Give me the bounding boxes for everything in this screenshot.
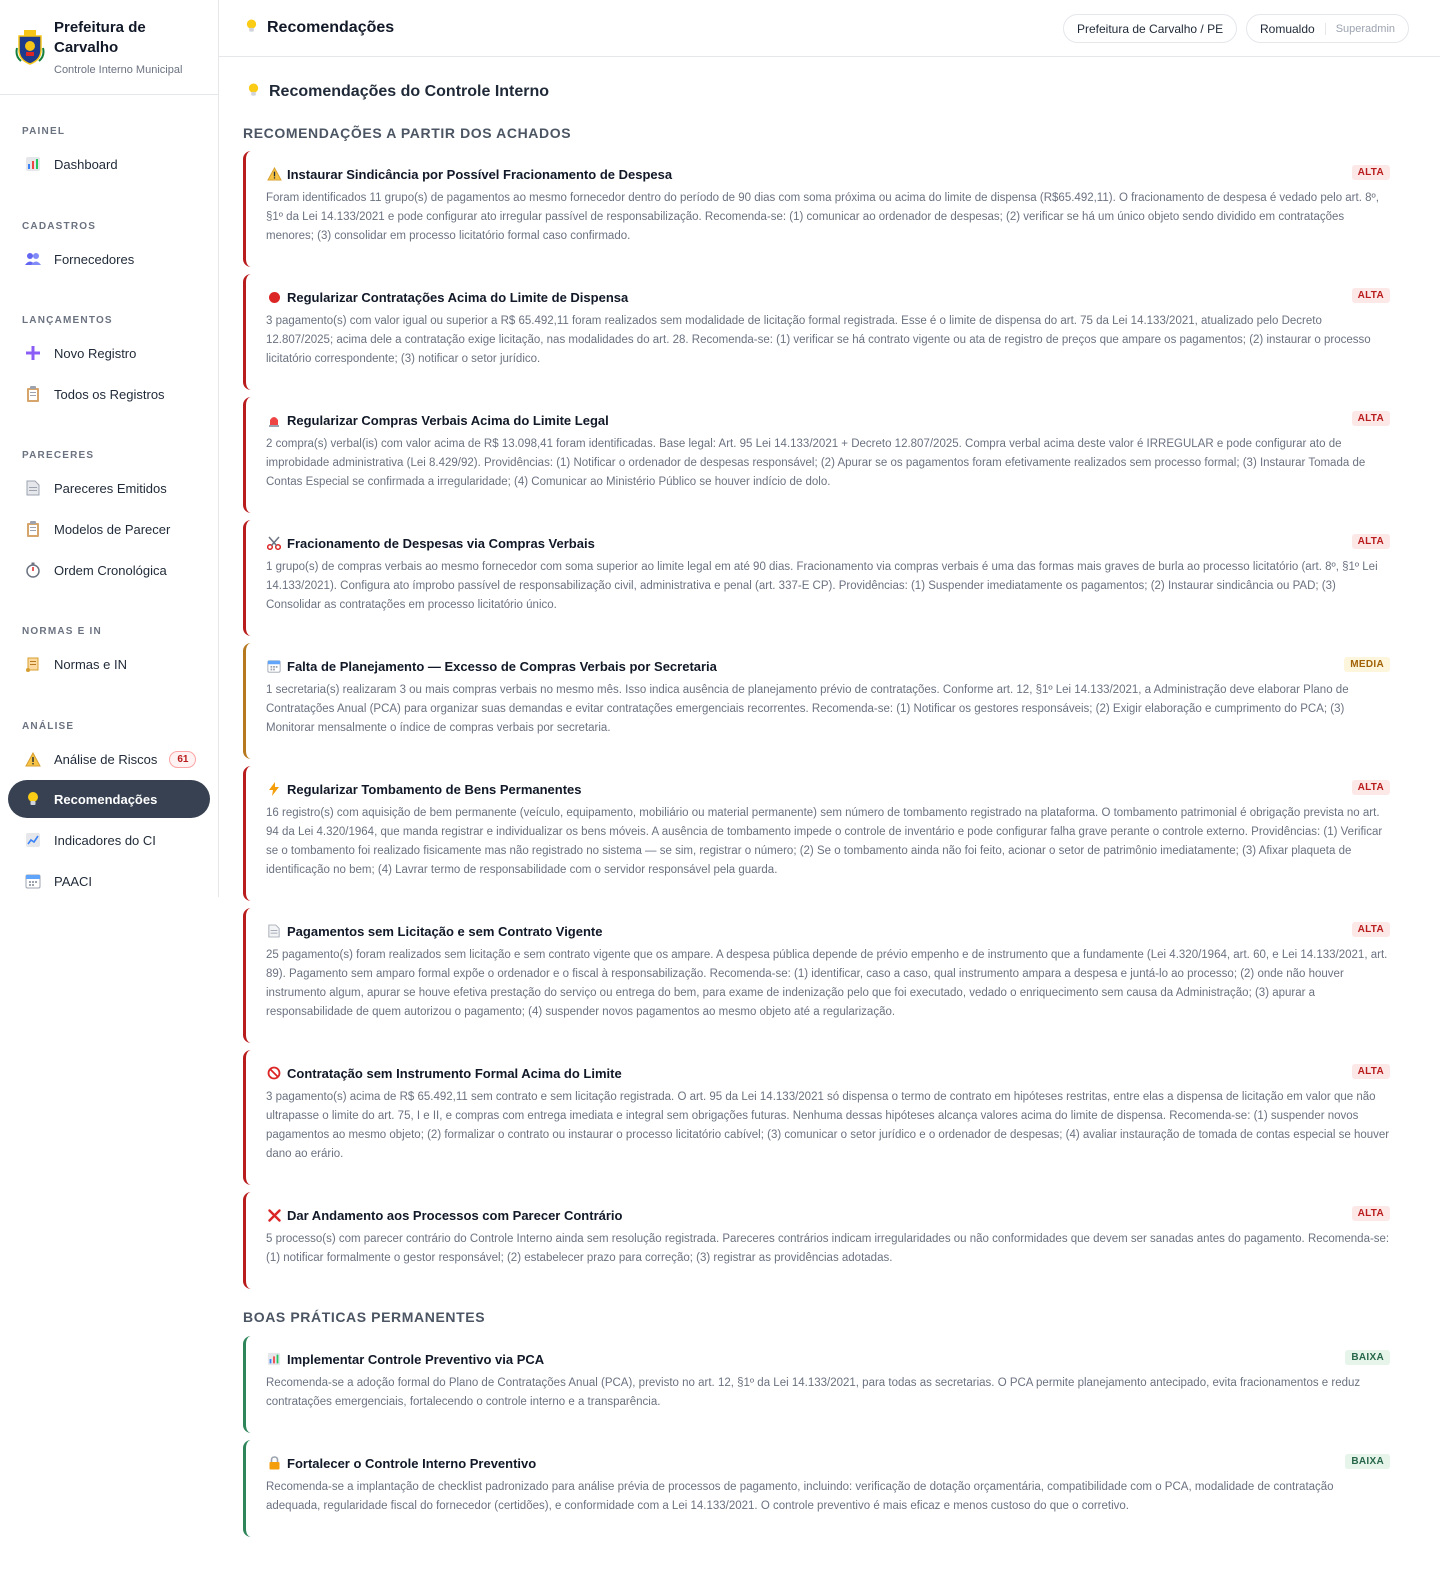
practice-card <box>243 1440 1390 1537</box>
sidebar-item-todos-registros[interactable] <box>8 375 210 413</box>
card-title: Instaurar Sindicância por Possível Fracionamento de Despesa <box>287 166 673 182</box>
user-name: Romualdo <box>1260 21 1315 36</box>
sidebar-item-modelos-parecer[interactable] <box>8 510 210 548</box>
sidebar-item-fornecedores[interactable] <box>8 240 210 278</box>
risk-count-badge: 61 <box>169 751 196 768</box>
line-chart-icon <box>24 831 42 849</box>
card-description: Recomenda-se a implantação de checklist padronizado para análise prévia de processos de pagamento, incluindo: verificação de dotação orçamentária, compatibilidade com o PCA, modalidade de contratação adequada, regularidade fiscal do fornecedor (certidões), e conformidade com a Lei 14.133/2021. O controle preventivo é mais eficaz e menos custoso do que o corretivo. <box>266 1481 1334 1512</box>
nav-section-normas: NORMAS E IN <box>22 626 102 637</box>
recommendation-card <box>243 1050 1390 1185</box>
recommendation-card <box>243 908 1390 1043</box>
sidebar-item-label: Indicadores do CI <box>54 832 156 848</box>
sidebar <box>0 0 219 897</box>
nav-section-cadastros: CADASTROS <box>22 221 97 232</box>
section-heading-practices: BOAS PRÁTICAS PERMANENTES <box>243 1309 486 1325</box>
sidebar-item-analise-riscos[interactable] <box>8 740 210 778</box>
org-name: Prefeitura de Carvalho / PE <box>1077 21 1224 36</box>
card-title: Dar Andamento aos Processos com Parecer Contrário <box>287 1207 623 1223</box>
severity-badge: ALTA <box>1352 922 1390 937</box>
plus-icon <box>24 344 42 362</box>
recommendation-card <box>243 151 1390 267</box>
users-icon <box>24 250 42 268</box>
severity-badge: ALTA <box>1352 411 1390 426</box>
card-description: Recomenda-se a adoção formal do Plano de Contratações Anual (PCA), previsto no art. 12, §1º da Lei 14.133/2021, para todas as secretarias. O PCA permite planejamento antecipado, evita fracionamentos e reduz contratações emergenciais, fortalecendo o controle interno e a transparência. <box>266 1377 1361 1408</box>
nav-section-painel: PAINEL <box>22 126 66 137</box>
sidebar-item-dashboard[interactable] <box>8 145 210 183</box>
sidebar-item-label: Pareceres Emitidos <box>54 480 167 496</box>
lightbulb-icon <box>247 82 260 102</box>
scroll-icon <box>24 655 42 673</box>
card-description: 1 secretaria(s) realizaram 3 ou mais compras verbais no mesmo mês. Isso indica ausência de planejamento prévio de contratações. Conforme art. 12, §1º Lei 14.133/2021, a Administração deve elaborar Plano de Contratações Anual (PCA) para organizar suas demandas e evitar contratações emergenciais recorrentes. Recomenda-se: (1) Notificar os gestores responsáveis; (2) Exigir elaboração e cumprimento do PCA; (3) Monitorar mensalmente o índice de compras verbais por secretaria. <box>266 684 1349 734</box>
sidebar-item-paaci[interactable] <box>8 862 210 900</box>
card-title: Pagamentos sem Licitação e sem Contrato Vigente <box>287 923 603 939</box>
sidebar-item-pareceres-emitidos[interactable] <box>8 469 210 507</box>
siren-icon <box>266 412 282 428</box>
card-title: Regularizar Compras Verbais Acima do Limite Legal <box>287 412 609 428</box>
brand-subtitle: Controle Interno Municipal <box>54 64 183 76</box>
calendar-icon <box>24 872 42 890</box>
sidebar-item-label: Novo Registro <box>54 345 137 361</box>
severity-badge: ALTA <box>1352 780 1390 795</box>
main-title <box>247 82 549 102</box>
card-description: 3 pagamento(s) acima de R$ 65.492,11 sem contrato e sem licitação registrada. O art. 95 da Lei 14.133/2021 só dispensa o termo de contrato em hipóteses restritas, entre elas a dispensa de licitação em valor que não ultrapasse o limite do art. 75, I e II, e compras com entrega imediata e integral sem obrigações futuras. Nenhuma dessas hipóteses alcança valores acima do limite de dispensa. Recomenda-se: (1) suspender novos pagamentos ao mesmo objeto; (2) formalizar o contrato ou instaurar o processo licitatório cabível; (3) comunicar o setor jurídico e o ordenador de despesas; (4) avaliar instauração de tomada de contas especial se houver dano ao erário. <box>266 1091 1390 1160</box>
card-title: Implementar Controle Preventivo via PCA <box>287 1351 545 1367</box>
user-menu[interactable] <box>1246 14 1409 43</box>
clipboard-icon <box>24 520 42 538</box>
recommendation-card <box>243 520 1390 636</box>
card-title: Fracionamento de Despesas via Compras Verbais <box>287 535 595 551</box>
severity-badge: ALTA <box>1352 165 1390 180</box>
warning-icon <box>266 166 282 182</box>
card-description: 1 grupo(s) de compras verbais ao mesmo fornecedor com soma superior ao limite legal em até 90 dias. Fracionamento via compras verbais é uma das formas mais graves de burla ao processo licitatório (art. 8º, §1º Lei 14.133/2021). Configura ato ímprobo passível de responsabilização civil, administrativa e penal (art. 337-E CP). Providências: (1) Suspender imediatamente os pagamentos; (2) Instaurar sindicância ou PAD; (3) Consolidar as contratações em processo licitatório único. <box>266 561 1378 611</box>
recommendation-card <box>243 397 1390 513</box>
page-title <box>245 18 394 38</box>
severity-badge: ALTA <box>1352 1206 1390 1221</box>
nav-section-pareceres: PARECERES <box>22 450 95 461</box>
lightning-icon <box>266 781 282 797</box>
card-description: 16 registro(s) com aquisição de bem permanente (veículo, equipamento, mobiliário ou material permanente) sem número de tombamento registrado na plataforma. O tombamento patrimonial é obrigação prevista no art. 94 da Lei 4.320/1964, que manda registrar e individualizar os bens móveis. A ausência de tombamento impede o controle de inventário e pode configurar falha grave perante o controle externo. Providências: (1) Verificar se o tombamento foi realizado fisicamente mas não registrado no sistema — se sim, registrar o número; (2) Se o tombamento ainda não foi feito, acionar o setor de patrimônio imediatamente; (3) Afixar plaqueta de identificação no bem; (4) Lavrar termo de responsabilidade com o servidor responsável pela guarda. <box>266 807 1383 876</box>
severity-badge: ALTA <box>1352 288 1390 303</box>
card-title: Regularizar Tombamento de Bens Permanentes <box>287 781 582 797</box>
sidebar-item-label: Análise de Riscos <box>54 751 158 767</box>
nav-section-analise: ANÁLISE <box>22 721 75 732</box>
sidebar-item-label: Modelos de Parecer <box>54 521 171 537</box>
sidebar-item-normas[interactable] <box>8 645 210 683</box>
sidebar-item-recomendacoes[interactable] <box>8 780 210 818</box>
recommendation-card <box>243 766 1390 901</box>
warning-icon <box>24 750 42 768</box>
severity-badge: ALTA <box>1352 1064 1390 1079</box>
card-title: Falta de Planejamento — Excesso de Compras Verbais por Secretaria <box>287 658 717 674</box>
sidebar-item-label: PAACI <box>54 873 93 889</box>
topbar <box>219 0 1440 57</box>
brand-name: Prefeitura de Carvalho <box>54 19 146 56</box>
recommendation-card <box>243 643 1390 759</box>
nav-section-lancamentos: LANÇAMENTOS <box>22 315 113 326</box>
card-title: Regularizar Contratações Acima do Limite de Dispensa <box>287 289 629 305</box>
document-icon <box>266 923 282 939</box>
recommendation-card <box>243 274 1390 390</box>
sidebar-item-label: Ordem Cronológica <box>54 562 167 578</box>
lightbulb-icon <box>245 18 258 38</box>
document-icon <box>24 479 42 497</box>
card-description: 2 compra(s) verbal(is) com valor acima de R$ 13.098,41 foram identificadas. Base legal: Art. 95 Lei 14.133/2021 + Decreto 12.807/2025. Compra verbal acima deste valor é IRREGULAR e pode configurar ato de improbidade administrativa (Lei 8.429/92). Providências: (1) Notificar o ordenador de despesas responsável; (2) Apurar se os pagamentos foram efetivamente realizados sem processo formal; (3) Instaurar Tomada de Contas Especial se confirmada a irregularidade; (4) Comunicar ao Ministério Público se houver indício de dolo. <box>266 438 1366 488</box>
severity-badge: BAIXA <box>1345 1454 1390 1469</box>
stopwatch-icon <box>24 561 42 579</box>
card-description: 25 pagamento(s) foram realizados sem licitação e sem contrato vigente que os ampare. A despesa pública depende de prévio empenho e de instrumento que a fundamente (Lei 4.320/1964, art. 60, e Lei 14.133/2021, art. 89). Pagamento sem amparo formal expõe o ordenador e o fiscal à responsabilização. Recomenda-se: (1) identificar, caso a caso, qual instrumento ampara a despesa e juntá-lo ao processo; (2) onde não houver instrumento algum, apurar se houve efetiva prestação do serviço ou entrega do bem, para exame de indenização pelo que foi executado, vedado o enriquecimento sem causa da Administração; (3) apurar a responsabilidade de quem autorizou o pagamento; (4) suspender novos pagamentos ao mesmo objeto até a regularização. <box>266 949 1388 1018</box>
brand[interactable] <box>0 0 218 95</box>
clipboard-icon <box>24 385 42 403</box>
lock-icon <box>266 1455 282 1471</box>
coat-of-arms-icon <box>15 28 45 66</box>
recommendation-card <box>243 1192 1390 1289</box>
card-description: 3 pagamento(s) com valor igual ou superior a R$ 65.492,11 foram realizados sem modalidade de licitação formal registrada. Esse é o limite de dispensa do art. 75 da Lei 14.133/2021, atualizado pelo Decreto 12.807/2025; acima dele a contratação exige licitação, nas modalidades do art. 28. Recomenda-se: (1) verificar se há contrato vigente ou ata de registro de preços que ampare os pagamentos; (2) instaurar o processo licitatório correspondente; (3) notificar o setor jurídico. <box>266 315 1371 365</box>
main-title-text: Recomendações do Controle Interno <box>269 83 550 100</box>
user-role: Superadmin <box>1325 23 1395 35</box>
sidebar-item-indicadores[interactable] <box>8 821 210 859</box>
severity-badge: MEDIA <box>1344 657 1390 672</box>
cross-mark-icon <box>266 1207 282 1223</box>
org-selector[interactable] <box>1063 14 1237 43</box>
page-title-text: Recomendações <box>267 19 395 36</box>
sidebar-item-ordem-cronologica[interactable] <box>8 551 210 589</box>
lightbulb-icon <box>24 790 42 808</box>
card-title: Fortalecer o Controle Interno Preventivo <box>287 1455 537 1471</box>
sidebar-item-label: Todos os Registros <box>54 386 165 402</box>
calendar-icon <box>266 658 282 674</box>
section-heading-findings: RECOMENDAÇÕES A PARTIR DOS ACHADOS <box>243 125 572 141</box>
card-description: Foram identificados 11 grupo(s) de pagamentos ao mesmo fornecedor dentro do período de 90 dias com soma próxima ou acima do limite de dispensa (R$65.492,11). O fracionamento de despesa é vedado pelo art. 8º, §1º da Lei 14.133/2021 e pode configurar ato irregular passível de responsabilização. Recomenda-se: (1) comunicar ao ordenador de despesas; (2) verificar se há um único objeto sendo dividido em contratações menores; (3) consolidar em processo licitatório formal caso confirmado. <box>266 192 1379 242</box>
prohibited-icon <box>266 1065 282 1081</box>
bar-chart-icon <box>24 155 42 173</box>
sidebar-item-label: Fornecedores <box>54 251 135 267</box>
bar-chart-icon <box>266 1351 282 1367</box>
severity-badge: ALTA <box>1352 534 1390 549</box>
scissors-icon <box>266 535 282 551</box>
sidebar-item-novo-registro[interactable] <box>8 334 210 372</box>
practice-card <box>243 1336 1390 1433</box>
sidebar-item-label: Recomendações <box>54 791 158 807</box>
card-title: Contratação sem Instrumento Formal Acima do Limite <box>287 1065 622 1081</box>
sidebar-item-label: Dashboard <box>54 156 118 172</box>
card-description: 5 processo(s) com parecer contrário do Controle Interno ainda sem resolução registrada. Pareceres contrários indicam irregularidades ou não conformidades que devem ser sanadas antes do pagamento. Recomenda-se: (1) notificar formalmente o gestor responsável; (2) estabelecer prazo para correção; (3) registrar as providências adotadas. <box>266 1233 1390 1264</box>
severity-badge: BAIXA <box>1345 1350 1390 1365</box>
sidebar-item-label: Normas e IN <box>54 656 127 672</box>
red-circle-icon <box>266 289 282 305</box>
